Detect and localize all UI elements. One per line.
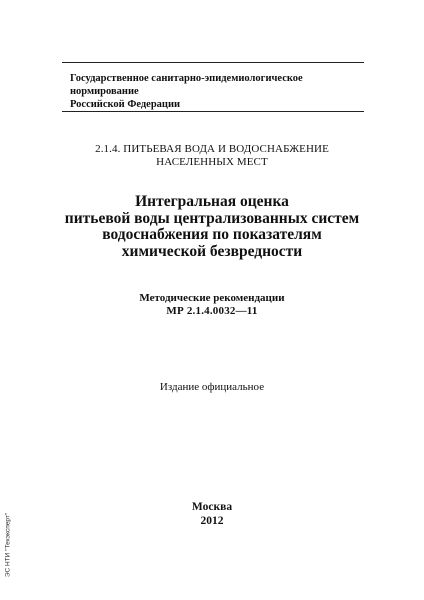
header-line-1: Государственное санитарно-эпидемиологическое нормирование [70, 73, 303, 97]
edition-note: Издание официальное [159, 381, 265, 393]
title-line-1: Интегральная оценка [135, 193, 289, 210]
section-line-1: 2.1.4. ПИТЬЕВАЯ ВОДА И ВОДОСНАБЖЕНИЕ [95, 143, 329, 155]
title-line-3: водоснабжения по показателям [102, 226, 322, 243]
header-line-2: Российской Федерации [70, 99, 181, 110]
header-bottom-rule [62, 111, 364, 112]
document-title [0, 194, 424, 260]
section-line-2: НАСЕЛЕННЫХ МЕСТ [156, 156, 268, 168]
title-line-4: химической безвредности [121, 242, 303, 260]
document-type: Методические рекомендации [139, 292, 285, 304]
margin-stamp [3, 495, 13, 595]
section-heading [0, 143, 424, 169]
imprint [0, 500, 424, 528]
title-line-2: питьевой воды централизованных систем [64, 209, 360, 227]
header-top-rule [62, 62, 364, 63]
margin-stamp-text: ЭС НТИ "Техэксперт" [4, 512, 12, 578]
imprint-city: Москва [191, 501, 233, 513]
issuing-authority-header [70, 72, 370, 111]
imprint-year: 2012 [200, 515, 224, 527]
document-designation [0, 292, 424, 318]
document-code: МР 2.1.4.0032—11 [166, 305, 258, 317]
